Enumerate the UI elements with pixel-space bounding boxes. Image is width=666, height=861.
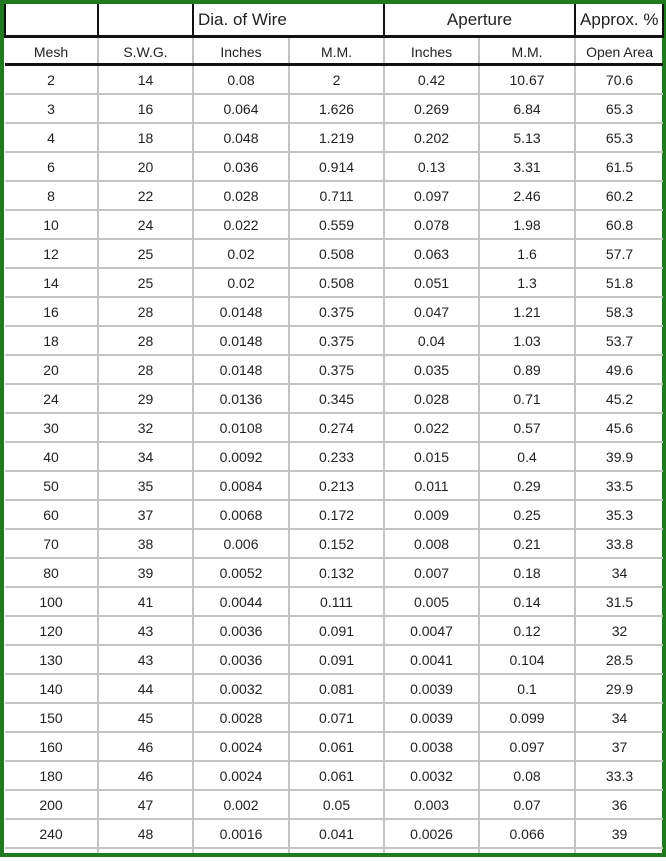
cell-dia-mm: 0.375: [289, 326, 384, 355]
table-row: [5, 181, 663, 210]
cell-aperture-inches: 0.051: [384, 268, 479, 297]
cell-dia-mm: 0.233: [289, 442, 384, 471]
table-row: [5, 239, 663, 268]
column-header-dia-inches: Inches: [193, 37, 289, 65]
table-row: [5, 471, 663, 500]
cell-mesh: 60: [5, 500, 98, 529]
wire-mesh-table: [4, 4, 664, 853]
cell-open-area: 58.3: [575, 297, 663, 326]
cell-mesh: 70: [5, 529, 98, 558]
cell-open-area: 29.9: [575, 674, 663, 703]
cell-swg: 47: [98, 790, 193, 819]
cell-mesh: 10: [5, 210, 98, 239]
cell-dia-inches: 0.036: [193, 152, 289, 181]
column-header-aperture-inches: Inches: [384, 37, 479, 65]
cell-open-area: 53.7: [575, 326, 663, 355]
cell-dia-inches: 0.002: [193, 790, 289, 819]
cell-aperture-mm: 3.31: [479, 152, 575, 181]
cell-aperture-inches: 0.097: [384, 181, 479, 210]
cell-open-area: 65.3: [575, 94, 663, 123]
cell-mesh: 24: [5, 384, 98, 413]
cell-aperture-mm: 0.104: [479, 645, 575, 674]
cell-open-area: 39.9: [575, 442, 663, 471]
cell-aperture-inches: 0.047: [384, 297, 479, 326]
cell-aperture-inches: 0.028: [384, 384, 479, 413]
cell-swg: 18: [98, 123, 193, 152]
cell-dia-mm: 0.508: [289, 268, 384, 297]
cell-swg: 41: [98, 587, 193, 616]
cell-dia-inches: 0.064: [193, 94, 289, 123]
group-header-aperture: Aperture: [384, 4, 575, 37]
table-row: [5, 732, 663, 761]
cell-mesh: 20: [5, 355, 98, 384]
cell-dia-inches: 0.02: [193, 268, 289, 297]
cell-swg: 45: [98, 703, 193, 732]
table-row: [5, 616, 663, 645]
cell-open-area: 60.8: [575, 210, 663, 239]
cell-dia-inches: 0.0024: [193, 732, 289, 761]
cell-dia-inches: 0.0028: [193, 703, 289, 732]
table-row: [5, 529, 663, 558]
cell-dia-inches: 0.0148: [193, 355, 289, 384]
cell-aperture-inches: 0.13: [384, 152, 479, 181]
cell-mesh: 80: [5, 558, 98, 587]
cell-aperture-mm: 1.03: [479, 326, 575, 355]
cell-aperture-mm: 0.14: [479, 587, 575, 616]
cell-dia-inches: 0.0108: [193, 413, 289, 442]
cell-aperture-mm: 0.89: [479, 355, 575, 384]
cell-mesh: 120: [5, 616, 98, 645]
cell-dia-inches: 0.022: [193, 210, 289, 239]
cell-swg: 14: [98, 65, 193, 95]
table-row: [5, 413, 663, 442]
cell-open-area: 36: [575, 790, 663, 819]
cell-dia-inches: 0.006: [193, 529, 289, 558]
cell-dia-inches: 0.0032: [193, 674, 289, 703]
table-row: [5, 761, 663, 790]
cell-aperture-mm: 0.29: [479, 471, 575, 500]
cell-aperture-mm: 10.67: [479, 65, 575, 95]
column-header-open-area: Open Area: [575, 37, 663, 65]
cell-dia-mm: 0.172: [289, 500, 384, 529]
cell-aperture-inches: 0.0026: [384, 819, 479, 848]
table-row: [5, 674, 663, 703]
cell-swg: 34: [98, 442, 193, 471]
cell-mesh: 40: [5, 442, 98, 471]
cell-open-area: 28.5: [575, 645, 663, 674]
cell-open-area: 37: [575, 732, 663, 761]
cell-dia-inches: 0.0136: [193, 384, 289, 413]
table-row: [5, 703, 663, 732]
cell-empty: [5, 848, 98, 853]
cell-mesh: 18: [5, 326, 98, 355]
table-row: [5, 210, 663, 239]
cell-aperture-inches: 0.063: [384, 239, 479, 268]
cell-dia-mm: 0.508: [289, 239, 384, 268]
table-row: [5, 500, 663, 529]
cell-swg: 46: [98, 732, 193, 761]
cell-swg: 20: [98, 152, 193, 181]
cell-aperture-inches: 0.011: [384, 471, 479, 500]
cell-aperture-mm: 0.21: [479, 529, 575, 558]
cell-aperture-inches: 0.005: [384, 587, 479, 616]
cell-dia-mm: 0.711: [289, 181, 384, 210]
cell-dia-mm: 0.914: [289, 152, 384, 181]
cell-dia-inches: 0.0148: [193, 326, 289, 355]
cell-open-area: 39: [575, 819, 663, 848]
cell-dia-mm: 0.091: [289, 616, 384, 645]
cell-swg: 28: [98, 326, 193, 355]
cell-aperture-inches: 0.0032: [384, 761, 479, 790]
cell-dia-inches: 0.0092: [193, 442, 289, 471]
cell-mesh: 4: [5, 123, 98, 152]
cell-dia-inches: 0.0036: [193, 645, 289, 674]
cell-dia-mm: 0.152: [289, 529, 384, 558]
cell-aperture-mm: 0.07: [479, 790, 575, 819]
cell-swg: 43: [98, 645, 193, 674]
cell-aperture-inches: 0.015: [384, 442, 479, 471]
group-header-empty: [98, 4, 193, 37]
cell-aperture-mm: 1.3: [479, 268, 575, 297]
cell-swg: 35: [98, 471, 193, 500]
table-row: [5, 442, 663, 471]
cell-mesh: 8: [5, 181, 98, 210]
cell-swg: 39: [98, 558, 193, 587]
cell-mesh: 100: [5, 587, 98, 616]
group-header-dia-of-wire: Dia. of Wire: [193, 4, 384, 37]
table-row: [5, 326, 663, 355]
cell-mesh: 14: [5, 268, 98, 297]
cell-aperture-inches: 0.0047: [384, 616, 479, 645]
cell-aperture-inches: 0.007: [384, 558, 479, 587]
cell-dia-mm: 0.061: [289, 761, 384, 790]
cell-dia-inches: 0.0016: [193, 819, 289, 848]
cell-empty: [384, 848, 479, 853]
table-row: [5, 790, 663, 819]
cell-aperture-mm: 6.84: [479, 94, 575, 123]
cell-aperture-mm: 0.57: [479, 413, 575, 442]
cell-dia-mm: 0.274: [289, 413, 384, 442]
table-row: [5, 355, 663, 384]
cell-dia-inches: 0.0052: [193, 558, 289, 587]
cell-open-area: 65.3: [575, 123, 663, 152]
cell-open-area: 32: [575, 616, 663, 645]
cell-open-area: 34: [575, 558, 663, 587]
cell-aperture-inches: 0.009: [384, 500, 479, 529]
cell-aperture-mm: 1.6: [479, 239, 575, 268]
cell-aperture-mm: 2.46: [479, 181, 575, 210]
table-row: [5, 123, 663, 152]
group-header-empty: [5, 4, 98, 37]
cell-swg: 46: [98, 761, 193, 790]
table-row: [5, 645, 663, 674]
cell-mesh: 3: [5, 94, 98, 123]
cell-mesh: 150: [5, 703, 98, 732]
cell-aperture-mm: 0.08: [479, 761, 575, 790]
table-row: [5, 819, 663, 848]
column-header-row: [5, 37, 663, 65]
cell-aperture-mm: 0.099: [479, 703, 575, 732]
cell-swg: 28: [98, 355, 193, 384]
cell-swg: 37: [98, 500, 193, 529]
cell-aperture-mm: 0.1: [479, 674, 575, 703]
cell-aperture-mm: 0.25: [479, 500, 575, 529]
cell-dia-mm: 1.626: [289, 94, 384, 123]
cell-dia-inches: 0.0024: [193, 761, 289, 790]
cell-dia-mm: 0.375: [289, 355, 384, 384]
table-row: [5, 587, 663, 616]
cell-open-area: 35.3: [575, 500, 663, 529]
cell-empty: [479, 848, 575, 853]
column-header-aperture-mm: M.M.: [479, 37, 575, 65]
cell-open-area: 49.6: [575, 355, 663, 384]
table-row: [5, 65, 663, 95]
cell-aperture-mm: 0.18: [479, 558, 575, 587]
cell-aperture-inches: 0.078: [384, 210, 479, 239]
cell-dia-mm: 0.375: [289, 297, 384, 326]
cell-open-area: 33.5: [575, 471, 663, 500]
cell-dia-inches: 0.0148: [193, 297, 289, 326]
cell-dia-mm: 0.559: [289, 210, 384, 239]
column-header-swg: S.W.G.: [98, 37, 193, 65]
cell-aperture-mm: 5.13: [479, 123, 575, 152]
cell-aperture-inches: 0.0038: [384, 732, 479, 761]
cell-dia-mm: 0.081: [289, 674, 384, 703]
cell-swg: 16: [98, 94, 193, 123]
cell-open-area: 51.8: [575, 268, 663, 297]
cell-mesh: 200: [5, 790, 98, 819]
cell-aperture-mm: 0.4: [479, 442, 575, 471]
cell-swg: 29: [98, 384, 193, 413]
cell-mesh: 130: [5, 645, 98, 674]
cell-mesh: 160: [5, 732, 98, 761]
cell-dia-mm: 0.111: [289, 587, 384, 616]
cell-aperture-inches: 0.04: [384, 326, 479, 355]
cell-dia-mm: 0.061: [289, 732, 384, 761]
cell-empty: [98, 848, 193, 853]
cell-aperture-mm: 0.066: [479, 819, 575, 848]
cell-dia-mm: 0.132: [289, 558, 384, 587]
cell-aperture-inches: 0.008: [384, 529, 479, 558]
table-row: [5, 558, 663, 587]
cell-open-area: 31.5: [575, 587, 663, 616]
cell-dia-inches: 0.08: [193, 65, 289, 95]
cell-dia-mm: 0.041: [289, 819, 384, 848]
cell-open-area: 45.2: [575, 384, 663, 413]
cell-swg: 25: [98, 239, 193, 268]
cell-aperture-inches: 0.035: [384, 355, 479, 384]
cell-aperture-inches: 0.0039: [384, 674, 479, 703]
cell-dia-mm: 0.05: [289, 790, 384, 819]
cell-aperture-mm: 0.097: [479, 732, 575, 761]
cell-mesh: 2: [5, 65, 98, 95]
cell-dia-mm: 0.071: [289, 703, 384, 732]
cell-dia-mm: 2: [289, 65, 384, 95]
cell-empty: [193, 848, 289, 853]
cell-aperture-inches: 0.022: [384, 413, 479, 442]
cell-aperture-inches: 0.0041: [384, 645, 479, 674]
cell-mesh: 180: [5, 761, 98, 790]
cell-swg: 48: [98, 819, 193, 848]
cell-mesh: 6: [5, 152, 98, 181]
table-row-partial: [5, 848, 663, 853]
cell-aperture-mm: 1.21: [479, 297, 575, 326]
cell-dia-inches: 0.0084: [193, 471, 289, 500]
cell-swg: 38: [98, 529, 193, 558]
cell-open-area: 61.5: [575, 152, 663, 181]
cell-empty: [575, 848, 663, 853]
cell-dia-mm: 0.091: [289, 645, 384, 674]
cell-mesh: 30: [5, 413, 98, 442]
group-header-approx-percent: Approx. %: [575, 4, 663, 37]
column-header-mesh: Mesh: [5, 37, 98, 65]
table-row: [5, 94, 663, 123]
cell-dia-mm: 0.213: [289, 471, 384, 500]
cell-aperture-inches: 0.003: [384, 790, 479, 819]
cell-aperture-inches: 0.269: [384, 94, 479, 123]
table-row: [5, 268, 663, 297]
cell-mesh: 16: [5, 297, 98, 326]
cell-mesh: 140: [5, 674, 98, 703]
cell-dia-mm: 0.345: [289, 384, 384, 413]
cell-empty: [289, 848, 384, 853]
cell-open-area: 33.3: [575, 761, 663, 790]
cell-dia-inches: 0.048: [193, 123, 289, 152]
cell-open-area: 33.8: [575, 529, 663, 558]
cell-open-area: 45.6: [575, 413, 663, 442]
cell-dia-inches: 0.028: [193, 181, 289, 210]
cell-swg: 43: [98, 616, 193, 645]
cell-mesh: 50: [5, 471, 98, 500]
cell-aperture-mm: 1.98: [479, 210, 575, 239]
cell-dia-inches: 0.0068: [193, 500, 289, 529]
table-row: [5, 297, 663, 326]
cell-dia-inches: 0.02: [193, 239, 289, 268]
cell-open-area: 57.7: [575, 239, 663, 268]
cell-dia-inches: 0.0044: [193, 587, 289, 616]
cell-aperture-mm: 0.12: [479, 616, 575, 645]
cell-swg: 32: [98, 413, 193, 442]
column-header-dia-mm: M.M.: [289, 37, 384, 65]
cell-open-area: 34: [575, 703, 663, 732]
cell-aperture-mm: 0.71: [479, 384, 575, 413]
cell-swg: 28: [98, 297, 193, 326]
cell-swg: 22: [98, 181, 193, 210]
cell-aperture-inches: 0.42: [384, 65, 479, 95]
cell-aperture-inches: 0.0039: [384, 703, 479, 732]
table-row: [5, 384, 663, 413]
cell-swg: 24: [98, 210, 193, 239]
cell-mesh: 240: [5, 819, 98, 848]
cell-aperture-inches: 0.202: [384, 123, 479, 152]
cell-open-area: 70.6: [575, 65, 663, 95]
table-row: [5, 152, 663, 181]
cell-dia-inches: 0.0036: [193, 616, 289, 645]
cell-swg: 25: [98, 268, 193, 297]
cell-mesh: 12: [5, 239, 98, 268]
cell-swg: 44: [98, 674, 193, 703]
cell-dia-mm: 1.219: [289, 123, 384, 152]
group-header-row: [5, 4, 663, 37]
cell-open-area: 60.2: [575, 181, 663, 210]
